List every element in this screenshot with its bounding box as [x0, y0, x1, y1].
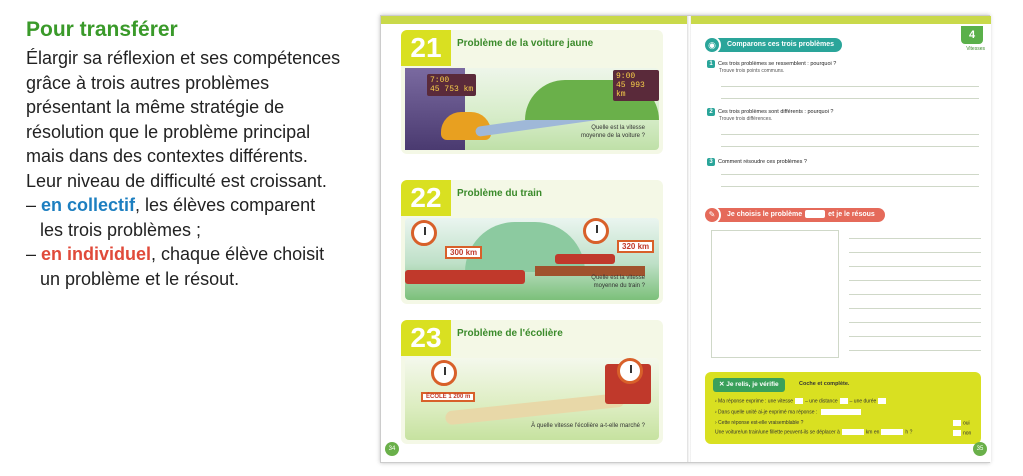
problem-choice-blank[interactable]: [805, 210, 825, 218]
bullet-line: les trois problèmes ;: [40, 219, 202, 240]
answer-line: [849, 350, 981, 351]
schoolgirl-scene-illustration: [405, 358, 659, 440]
problem-question: À quelle vitesse l'écolière a-t-elle marché ?: [531, 423, 645, 429]
answer-line: [849, 280, 981, 281]
answer-line: [849, 238, 981, 239]
desc-line: Leur niveau de difficulté est croissant.: [26, 170, 327, 191]
verify-instruction: Coche et complète.: [799, 381, 850, 387]
check-icon: ✕: [719, 381, 727, 388]
problem-title: Problème de la voiture jaune: [457, 38, 594, 49]
desc-line: présentant la même stratégie de: [26, 97, 285, 117]
distance-sign-end: 320 km: [617, 240, 654, 253]
checkbox-non[interactable]: [953, 430, 961, 436]
top-stripe: [381, 16, 689, 24]
answer-line: [849, 294, 981, 295]
answer-line: [721, 86, 979, 87]
answer-line: [849, 336, 981, 337]
answer-line: [721, 186, 979, 187]
verify-row-2: › Dans quelle unité ai-je exprimé ma réponse :: [715, 409, 861, 415]
desc-line: Élargir sa réflexion et ses compétences: [26, 48, 341, 68]
page-number-right: 35: [973, 442, 987, 456]
problem-number: 22: [401, 180, 451, 216]
clock-icon: [583, 218, 609, 244]
unit-field[interactable]: [821, 409, 861, 415]
problem-title: Problème de l'écolière: [457, 328, 563, 339]
verify-row-1: › Ma réponse exprime : une vitesse – une distance – une durée: [715, 398, 888, 404]
clock-icon: [617, 358, 643, 384]
compare-header: Comparons ces trois problèmes: [705, 38, 842, 52]
problem-card-22: [401, 180, 663, 304]
odometer-badge-end: 9:00 45 993 km: [613, 70, 659, 101]
answer-line: [721, 146, 979, 147]
answer-line: [849, 322, 981, 323]
work-area-box[interactable]: [711, 230, 839, 358]
desc-line: résolution que le problème principal: [26, 121, 311, 142]
checkbox-oui[interactable]: [953, 420, 961, 426]
odometer-badge-start: 7:00 45 753 km: [427, 74, 476, 96]
textbook-spread: [380, 15, 990, 463]
highlight-individuel: en individuel: [41, 244, 152, 264]
left-description: [26, 18, 366, 291]
school-distance-sign: ÉCOLE 1 200 m: [421, 392, 475, 402]
chapter-tab: 4: [961, 26, 983, 44]
problem-title: Problème du train: [457, 188, 543, 199]
bullet-collectif: – en collectif, les élèves comparent: [26, 195, 316, 215]
question-2: 2 Ces trois problèmes sont différents : pourquoi ? Trouve trois différences.: [707, 108, 977, 122]
checkbox-duration[interactable]: [878, 398, 886, 404]
page-number-left: 34: [385, 442, 399, 456]
verify-row-4: Une voiture/un train/une fillette peuvent-ils se déplacer à km en h ?: [715, 429, 913, 436]
left-page: [381, 16, 689, 462]
question-3: 3 Comment résoudre ces problèmes ?: [707, 158, 977, 166]
chapter-label: Vitesses: [966, 46, 985, 52]
verify-panel: [705, 372, 981, 444]
desc-line: mais dans des contextes différents.: [26, 146, 308, 166]
km-field[interactable]: [842, 429, 864, 435]
checkbox-speed[interactable]: [795, 398, 803, 404]
section-title: Pour transférer: [26, 18, 178, 41]
eye-icon: ◉: [703, 36, 721, 54]
problem-card-23: [401, 320, 663, 444]
non-option[interactable]: non: [951, 430, 971, 436]
highlight-collectif: en collectif: [41, 195, 136, 215]
answer-line: [849, 252, 981, 253]
clock-icon: [411, 220, 437, 246]
pencil-icon: ✎: [703, 206, 721, 224]
bullet-individuel: – en individuel, chaque élève choisit: [26, 244, 325, 264]
clock-icon: [431, 360, 457, 386]
oui-option[interactable]: oui: [951, 420, 970, 426]
desc-line: grâce à trois autres problèmes: [26, 72, 270, 93]
answer-line: [721, 134, 979, 135]
train-scene-illustration: [405, 218, 659, 300]
hours-field[interactable]: [881, 429, 903, 435]
car-scene-illustration: [405, 68, 659, 150]
right-page: [691, 16, 991, 462]
verify-row-3: › Cette réponse est-elle vraisemblable ?: [715, 420, 804, 426]
answer-line: [721, 174, 979, 175]
answer-line: [721, 98, 979, 99]
bullet-line: un problème et le résout.: [40, 268, 240, 289]
distance-sign-start: 300 km: [445, 246, 482, 259]
checkbox-distance[interactable]: [840, 398, 848, 404]
problem-number: 23: [401, 320, 451, 356]
problem-number: 21: [401, 30, 451, 66]
answer-line: [849, 308, 981, 309]
verify-header: ✕ Je relis, je vérifie: [713, 378, 785, 392]
problem-question: Quelle est la vitesse moyenne du train ?: [591, 275, 645, 289]
top-stripe: [691, 16, 991, 24]
answer-line: [849, 266, 981, 267]
problem-card-21: [401, 30, 663, 154]
question-1: 1 Ces trois problèmes se ressemblent : pourquoi ? Trouve trois points communs.: [707, 60, 977, 74]
problem-question: Quelle est la vitesse moyenne de la voiture ?: [580, 125, 645, 139]
choose-problem-header: Je choisis le problème et je le résous: [705, 208, 885, 222]
